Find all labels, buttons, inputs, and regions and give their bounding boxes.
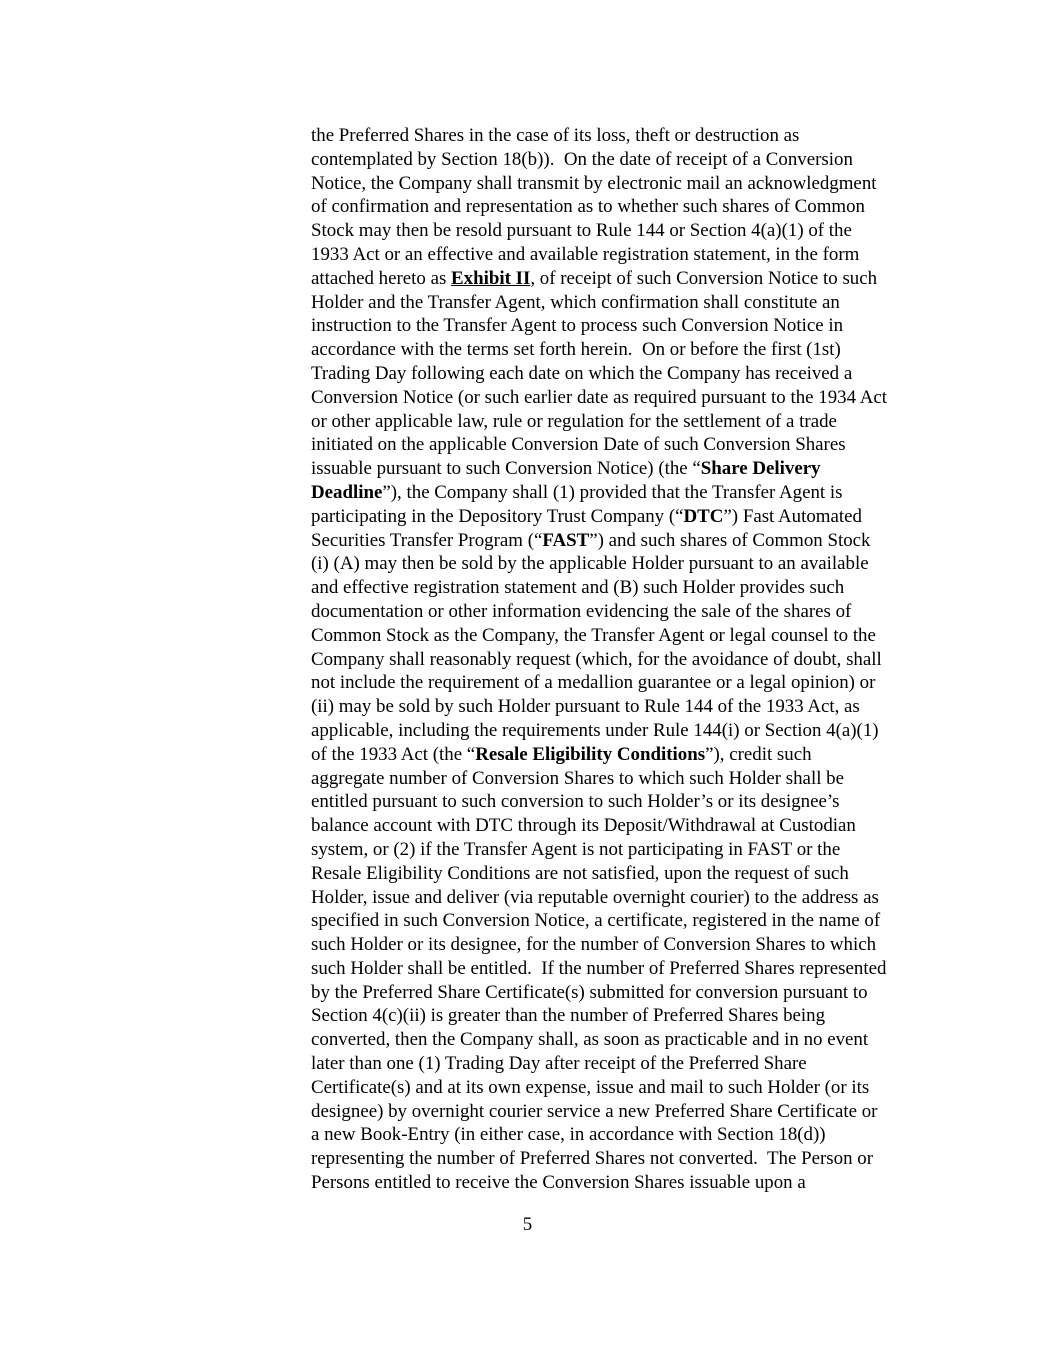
text-line <box>311 124 931 148</box>
text-run: Securities Transfer Program (“ <box>311 529 543 551</box>
text-run: Holder, issue and deliver (via reputable overnight courier) to the address as <box>311 886 879 908</box>
text-line <box>311 481 931 505</box>
text-line <box>311 743 931 767</box>
emphasized-term: Share Delivery <box>700 458 821 480</box>
text-run: participating in the Depository Trust Company (“ <box>311 505 684 527</box>
text-run: designee) by overnight courier service a new Preferred Share Certificate or <box>311 1100 878 1122</box>
text-run: of the 1933 Act (the “ <box>311 743 476 765</box>
text-line <box>311 814 931 838</box>
text-run: Persons entitled to receive the Conversion Shares issuable upon a <box>311 1172 806 1194</box>
text-line <box>311 1147 931 1171</box>
text-line <box>311 172 931 196</box>
text-line <box>311 291 931 315</box>
text-line <box>311 1028 931 1052</box>
text-line <box>311 386 931 410</box>
text-run: or other applicable law, rule or regulation for the settlement of a trade <box>311 410 837 432</box>
text-run: not include the requirement of a medallion guarantee or a legal opinion) or <box>311 672 876 694</box>
text-line <box>311 219 931 243</box>
text-line <box>311 529 931 553</box>
text-line <box>311 600 931 624</box>
text-line <box>311 981 931 1005</box>
text-line <box>311 410 931 434</box>
text-line <box>311 719 931 743</box>
text-run: ”) Fast Automated <box>723 505 862 527</box>
text-run: applicable, including the requirements under Rule 144(i) or Section 4(a)(1) <box>311 719 879 741</box>
text-line <box>311 576 931 600</box>
text-run: Conversion Notice (or such earlier date as required pursuant to the 1934 Act <box>311 386 887 408</box>
text-run: such Holder or its designee, for the number of Conversion Shares to which <box>311 934 877 956</box>
text-run: later than one (1) Trading Day after receipt of the Preferred Share <box>311 1053 807 1075</box>
text-run: issuable pursuant to such Conversion Notice) (the “ <box>311 458 701 480</box>
text-line <box>311 1076 931 1100</box>
text-line <box>311 1052 931 1076</box>
text-line <box>311 1100 931 1124</box>
text-run: converted, then the Company shall, as soon as practicable and in no event <box>311 1029 869 1051</box>
text-line <box>311 362 931 386</box>
text-run: Common Stock as the Company, the Transfer Agent or legal counsel to the <box>311 624 876 646</box>
text-line <box>311 790 931 814</box>
page-number: 5 <box>522 1214 533 1235</box>
text-line <box>311 838 931 862</box>
text-run: by the Preferred Share Certificate(s) submitted for conversion pursuant to <box>311 981 868 1003</box>
text-line <box>311 624 931 648</box>
text-line <box>311 457 931 481</box>
text-line <box>311 148 931 172</box>
text-line <box>311 933 931 957</box>
text-line <box>311 767 931 791</box>
text-run: Company shall reasonably request (which, for the avoidance of doubt, shall <box>311 648 882 670</box>
text-line <box>311 195 931 219</box>
text-line <box>311 886 931 910</box>
text-run: specified in such Conversion Notice, a certificate, registered in the name of <box>311 910 881 932</box>
text-run: system, or (2) if the Transfer Agent is not participating in FAST or the <box>311 838 841 860</box>
text-run: instruction to the Transfer Agent to process such Conversion Notice in <box>311 315 844 337</box>
emphasized-term: Deadline <box>311 481 383 503</box>
text-run: representing the number of Preferred Shares not converted. The Person or <box>311 1148 873 1170</box>
text-run: ”), the Company shall (1) provided that the Transfer Agent is <box>382 481 843 503</box>
emphasized-term: FAST <box>542 529 590 551</box>
text-line <box>311 552 931 576</box>
text-run: Section 4(c)(ii) is greater than the number of Preferred Shares being <box>311 1005 826 1027</box>
text-run: Stock may then be resold pursuant to Rule 144 or Section 4(a)(1) of the <box>311 220 852 242</box>
text-run: such Holder shall be entitled. If the number of Preferred Shares represented <box>311 957 887 979</box>
text-run: a new Book-Entry (in either case, in accordance with Section 18(d)) <box>311 1124 826 1146</box>
text-run: and effective registration statement and (B) such Holder provides such <box>311 577 845 599</box>
text-run: 1933 Act or an effective and available registration statement, in the form <box>311 243 860 265</box>
emphasized-term: Resale Eligibility Conditions <box>475 743 706 765</box>
text-line <box>311 671 931 695</box>
text-run: (i) (A) may then be sold by the applicable Holder pursuant to an available <box>311 553 869 575</box>
text-run: Notice, the Company shall transmit by electronic mail an acknowledgment <box>311 172 877 194</box>
text-line <box>311 1171 931 1195</box>
text-run: ”), credit such <box>705 743 812 765</box>
text-line <box>311 505 931 529</box>
text-run: documentation or other information evidencing the sale of the shares of <box>311 600 852 622</box>
text-line <box>311 909 931 933</box>
text-run: aggregate number of Conversion Shares to which such Holder shall be <box>311 767 844 789</box>
text-line <box>311 433 931 457</box>
text-line <box>311 957 931 981</box>
text-run: Holder and the Transfer Agent, which confirmation shall constitute an <box>311 291 840 313</box>
text-run: Trading Day following each date on which the Company has received a <box>311 362 853 384</box>
text-line <box>311 338 931 362</box>
body-text <box>311 124 931 1195</box>
text-line <box>311 862 931 886</box>
text-run: accordance with the terms set forth herein. On or before the first (1st) <box>311 339 841 361</box>
text-run: the Preferred Shares in the case of its loss, theft or destruction as <box>311 125 800 146</box>
emphasized-term: Exhibit II <box>451 267 531 289</box>
text-run: initiated on the applicable Conversion Date of such Conversion Shares <box>311 434 846 456</box>
text-line <box>311 243 931 267</box>
text-run: entitled pursuant to such conversion to such Holder’s or its designee’s <box>311 791 840 813</box>
text-run: contemplated by Section 18(b)). On the date of receipt of a Conversion <box>311 148 853 170</box>
text-run: balance account with DTC through its Deposit/Withdrawal at Custodian <box>311 815 856 837</box>
text-line <box>311 695 931 719</box>
text-line <box>311 648 931 672</box>
emphasized-term: DTC <box>683 505 724 527</box>
text-line <box>311 1004 931 1028</box>
text-run: Resale Eligibility Conditions are not satisfied, upon the request of such <box>311 862 849 884</box>
text-run: , of receipt of such Conversion Notice to such <box>530 267 878 289</box>
text-run: attached hereto as <box>311 267 452 289</box>
text-line <box>311 1123 931 1147</box>
text-line <box>311 267 931 291</box>
text-run: of confirmation and representation as to whether such shares of Common <box>311 196 865 218</box>
text-run: Certificate(s) and at its own expense, issue and mail to such Holder (or its <box>311 1076 870 1098</box>
text-run: ”) and such shares of Common Stock <box>589 529 871 551</box>
text-run: (ii) may be sold by such Holder pursuant to Rule 144 of the 1933 Act, as <box>311 696 860 718</box>
text-line <box>311 314 931 338</box>
